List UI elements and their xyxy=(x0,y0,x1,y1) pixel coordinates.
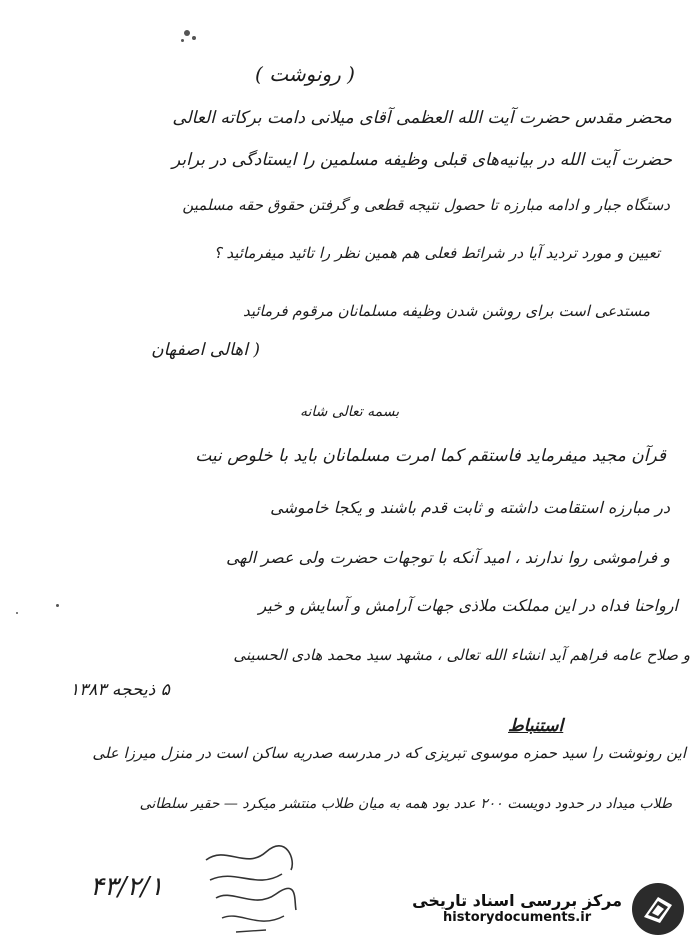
watermark-url: historydocuments.ir xyxy=(443,909,592,925)
letter-line-1: محضر مقدس حضرت آیت الله العظمی آقای میلانی دامت برکاته العالی xyxy=(172,108,672,128)
letter-line-2: حضرت آیت الله در بیانیه‌های قبلی وظیفه مسلمین را ایستادگی در برابر xyxy=(172,150,672,170)
letter-signature: ( اهالی اصفهان xyxy=(151,340,260,360)
reply-line-4: ارواحنا فداه در این مملکت ملاذی جهات آرامش و آسایش و خیر xyxy=(258,596,678,615)
watermark-title: مرکز بررسی اسناد تاریخی xyxy=(412,891,622,911)
reply-line-2: در مبارزه استقامت داشته و ثابت قدم باشند و یکجا خاموشی xyxy=(270,498,670,517)
report-heading: استنباط xyxy=(508,716,564,736)
letter-line-5: مستدعی است برای روشن شدن وظیفه مسلمانان مرقوم فرمائید xyxy=(242,302,650,320)
report-line-1: این رونوشت را سید حمزه موسوی تبریزی که در مدرسه صدریه ساکن است در منزل میرزا علی xyxy=(92,744,686,762)
reply-bismillah: بسمه تعالی شانه xyxy=(300,404,400,420)
letter-line-4: تعیین و مورد تردید آیا در شرائط فعلی هم همین نظر را تائید میفرمائید ؟ xyxy=(213,244,660,262)
reply-line-5: و صلاح عامه فراهم آید انشاء الله تعالی ، مشهد سید محمد هادی الحسینی xyxy=(233,646,690,664)
book-emblem-icon xyxy=(630,881,686,937)
watermark-text xyxy=(412,892,622,925)
reply-line-1: قرآن مجید میفرماید فاستقم کما امرت مسلمانان باید با خلوص نیت xyxy=(195,446,666,466)
reply-line-3: و فراموشی روا ندارند ، امید آنکه با توجهات حضرت ولی عصر الهی xyxy=(226,548,670,567)
copy-heading: ( رونوشت ) xyxy=(255,62,355,86)
letter-line-3: دستگاه جبار و ادامه مبارزه تا حصول نتیجه قطعی و گرفتن حقوق حقه مسلمین xyxy=(182,196,670,214)
report-line-2: طلاب میداد در حدود دویست ۲۰۰ عدد بود همه به میان طلاب منتشر میکرد — حقیر سلطانی xyxy=(139,796,672,812)
watermark xyxy=(410,879,686,939)
reply-date: ۵ ذیحجه ۱۳۸۳ xyxy=(70,680,170,700)
report-date: ۴۳/۲/۱ xyxy=(90,872,164,902)
handwritten-signature xyxy=(196,840,306,940)
